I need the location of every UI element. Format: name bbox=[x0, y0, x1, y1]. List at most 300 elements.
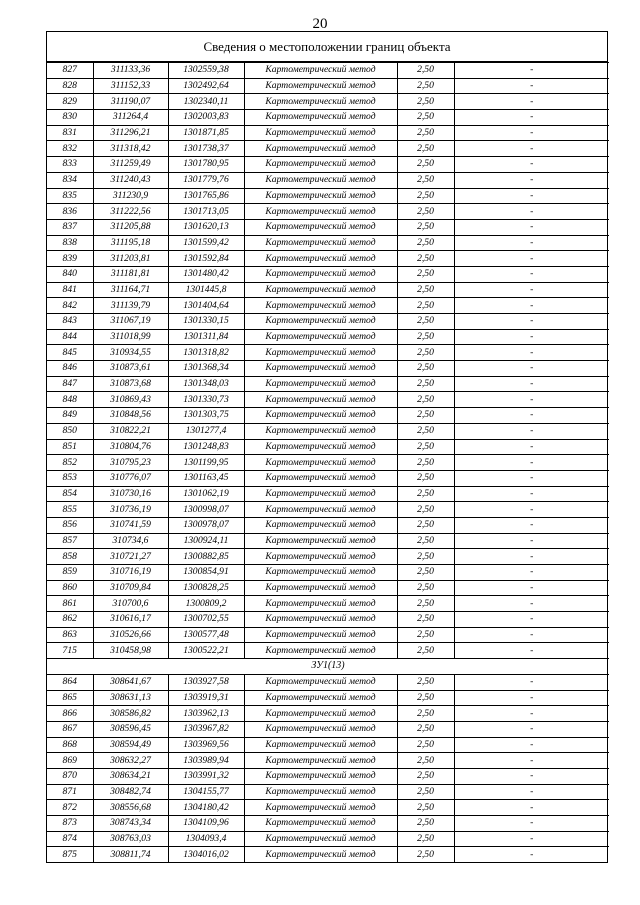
accuracy-cell: 2,50 bbox=[397, 63, 454, 79]
accuracy-cell: 2,50 bbox=[397, 298, 454, 314]
section-row bbox=[47, 659, 609, 675]
note-cell: - bbox=[454, 737, 609, 753]
note-cell: - bbox=[454, 78, 609, 94]
point-number-cell: 857 bbox=[47, 533, 93, 549]
table-row bbox=[47, 580, 609, 596]
accuracy-cell: 2,50 bbox=[397, 737, 454, 753]
table-row bbox=[47, 831, 609, 847]
method-cell: Картометрический метод bbox=[244, 157, 397, 173]
accuracy-cell: 2,50 bbox=[397, 784, 454, 800]
method-cell: Картометрический метод bbox=[244, 721, 397, 737]
note-cell: - bbox=[454, 439, 609, 455]
y-coordinate-cell: 1303919,31 bbox=[168, 690, 244, 706]
x-coordinate-cell: 308631,13 bbox=[93, 690, 168, 706]
accuracy-cell: 2,50 bbox=[397, 800, 454, 816]
table-row bbox=[47, 376, 609, 392]
method-cell: Картометрический метод bbox=[244, 816, 397, 832]
accuracy-cell: 2,50 bbox=[397, 392, 454, 408]
y-coordinate-cell: 1301765,86 bbox=[168, 188, 244, 204]
y-coordinate-cell: 1301713,05 bbox=[168, 204, 244, 220]
point-number-cell: 848 bbox=[47, 392, 93, 408]
accuracy-cell: 2,50 bbox=[397, 768, 454, 784]
accuracy-cell: 2,50 bbox=[397, 517, 454, 533]
point-number-cell: 842 bbox=[47, 298, 93, 314]
point-number-cell: 872 bbox=[47, 800, 93, 816]
x-coordinate-cell: 310616,17 bbox=[93, 612, 168, 628]
method-cell: Картометрический метод bbox=[244, 753, 397, 769]
point-number-cell: 864 bbox=[47, 674, 93, 690]
accuracy-cell: 2,50 bbox=[397, 549, 454, 565]
y-coordinate-cell: 1301620,13 bbox=[168, 219, 244, 235]
method-cell: Картометрический метод bbox=[244, 345, 397, 361]
y-coordinate-cell: 1304155,77 bbox=[168, 784, 244, 800]
x-coordinate-cell: 308594,49 bbox=[93, 737, 168, 753]
table-row bbox=[47, 721, 609, 737]
note-cell: - bbox=[454, 408, 609, 424]
x-coordinate-cell: 311133,36 bbox=[93, 63, 168, 79]
point-number-cell: 852 bbox=[47, 455, 93, 471]
y-coordinate-cell: 1303991,32 bbox=[168, 768, 244, 784]
accuracy-cell: 2,50 bbox=[397, 172, 454, 188]
x-coordinate-cell: 310822,21 bbox=[93, 423, 168, 439]
method-cell: Картометрический метод bbox=[244, 470, 397, 486]
point-number-cell: 855 bbox=[47, 502, 93, 518]
note-cell: - bbox=[454, 674, 609, 690]
note-cell: - bbox=[454, 502, 609, 518]
point-number-cell: 868 bbox=[47, 737, 93, 753]
y-coordinate-cell: 1300522,21 bbox=[168, 643, 244, 659]
accuracy-cell: 2,50 bbox=[397, 831, 454, 847]
coordinates-table bbox=[47, 62, 609, 862]
x-coordinate-cell: 310736,19 bbox=[93, 502, 168, 518]
x-coordinate-cell: 311164,71 bbox=[93, 282, 168, 298]
x-coordinate-cell: 308596,45 bbox=[93, 721, 168, 737]
x-coordinate-cell: 311259,49 bbox=[93, 157, 168, 173]
table-row bbox=[47, 251, 609, 267]
y-coordinate-cell: 1301303,75 bbox=[168, 408, 244, 424]
point-number-cell: 850 bbox=[47, 423, 93, 439]
table-row bbox=[47, 517, 609, 533]
point-number-cell: 831 bbox=[47, 125, 93, 141]
table-row bbox=[47, 800, 609, 816]
point-number-cell: 862 bbox=[47, 612, 93, 628]
table-row bbox=[47, 847, 609, 862]
note-cell: - bbox=[454, 753, 609, 769]
x-coordinate-cell: 311067,19 bbox=[93, 314, 168, 330]
y-coordinate-cell: 1301330,15 bbox=[168, 314, 244, 330]
accuracy-cell: 2,50 bbox=[397, 721, 454, 737]
accuracy-cell: 2,50 bbox=[397, 612, 454, 628]
note-cell: - bbox=[454, 172, 609, 188]
table-row bbox=[47, 157, 609, 173]
x-coordinate-cell: 310716,19 bbox=[93, 565, 168, 581]
x-coordinate-cell: 311181,81 bbox=[93, 266, 168, 282]
table-row bbox=[47, 643, 609, 659]
x-coordinate-cell: 310869,43 bbox=[93, 392, 168, 408]
note-cell: - bbox=[454, 235, 609, 251]
y-coordinate-cell: 1303967,82 bbox=[168, 721, 244, 737]
point-number-cell: 840 bbox=[47, 266, 93, 282]
y-coordinate-cell: 1302559,38 bbox=[168, 63, 244, 79]
point-number-cell: 856 bbox=[47, 517, 93, 533]
table-row bbox=[47, 235, 609, 251]
method-cell: Картометрический метод bbox=[244, 125, 397, 141]
note-cell: - bbox=[454, 219, 609, 235]
y-coordinate-cell: 1301368,34 bbox=[168, 361, 244, 377]
x-coordinate-cell: 311296,21 bbox=[93, 125, 168, 141]
table-row bbox=[47, 172, 609, 188]
note-cell: - bbox=[454, 345, 609, 361]
table-row bbox=[47, 784, 609, 800]
accuracy-cell: 2,50 bbox=[397, 816, 454, 832]
x-coordinate-cell: 310804,76 bbox=[93, 439, 168, 455]
accuracy-cell: 2,50 bbox=[397, 690, 454, 706]
point-number-cell: 843 bbox=[47, 314, 93, 330]
y-coordinate-cell: 1300577,48 bbox=[168, 627, 244, 643]
y-coordinate-cell: 1301480,42 bbox=[168, 266, 244, 282]
point-number-cell: 837 bbox=[47, 219, 93, 235]
note-cell: - bbox=[454, 157, 609, 173]
method-cell: Картометрический метод bbox=[244, 94, 397, 110]
point-number-cell: 849 bbox=[47, 408, 93, 424]
point-number-cell: 851 bbox=[47, 439, 93, 455]
accuracy-cell: 2,50 bbox=[397, 361, 454, 377]
x-coordinate-cell: 310934,55 bbox=[93, 345, 168, 361]
accuracy-cell: 2,50 bbox=[397, 78, 454, 94]
table-row bbox=[47, 78, 609, 94]
note-cell: - bbox=[454, 141, 609, 157]
x-coordinate-cell: 310458,98 bbox=[93, 643, 168, 659]
x-coordinate-cell: 310873,68 bbox=[93, 376, 168, 392]
y-coordinate-cell: 1300854,91 bbox=[168, 565, 244, 581]
accuracy-cell: 2,50 bbox=[397, 235, 454, 251]
y-coordinate-cell: 1302003,83 bbox=[168, 110, 244, 126]
accuracy-cell: 2,50 bbox=[397, 251, 454, 267]
table-row bbox=[47, 392, 609, 408]
x-coordinate-cell: 311139,79 bbox=[93, 298, 168, 314]
x-coordinate-cell: 308763,03 bbox=[93, 831, 168, 847]
method-cell: Картометрический метод bbox=[244, 251, 397, 267]
y-coordinate-cell: 1304109,96 bbox=[168, 816, 244, 832]
point-number-cell: 841 bbox=[47, 282, 93, 298]
method-cell: Картометрический метод bbox=[244, 768, 397, 784]
accuracy-cell: 2,50 bbox=[397, 674, 454, 690]
section-label: ЗУ1(13) bbox=[47, 659, 609, 675]
method-cell: Картометрический метод bbox=[244, 172, 397, 188]
accuracy-cell: 2,50 bbox=[397, 423, 454, 439]
point-number-cell: 829 bbox=[47, 94, 93, 110]
accuracy-cell: 2,50 bbox=[397, 329, 454, 345]
page-number: 20 bbox=[312, 16, 328, 32]
point-number-cell: 869 bbox=[47, 753, 93, 769]
x-coordinate-cell: 311240,43 bbox=[93, 172, 168, 188]
table-row bbox=[47, 282, 609, 298]
note-cell: - bbox=[454, 486, 609, 502]
accuracy-cell: 2,50 bbox=[397, 204, 454, 220]
accuracy-cell: 2,50 bbox=[397, 282, 454, 298]
method-cell: Картометрический метод bbox=[244, 408, 397, 424]
table-row bbox=[47, 486, 609, 502]
accuracy-cell: 2,50 bbox=[397, 157, 454, 173]
x-coordinate-cell: 311190,07 bbox=[93, 94, 168, 110]
point-number-cell: 858 bbox=[47, 549, 93, 565]
y-coordinate-cell: 1304180,42 bbox=[168, 800, 244, 816]
x-coordinate-cell: 311264,4 bbox=[93, 110, 168, 126]
note-cell: - bbox=[454, 643, 609, 659]
y-coordinate-cell: 1301318,82 bbox=[168, 345, 244, 361]
table-row bbox=[47, 612, 609, 628]
table-row bbox=[47, 533, 609, 549]
point-number-cell: 834 bbox=[47, 172, 93, 188]
point-number-cell: 873 bbox=[47, 816, 93, 832]
note-cell: - bbox=[454, 204, 609, 220]
point-number-cell: 861 bbox=[47, 596, 93, 612]
y-coordinate-cell: 1301599,42 bbox=[168, 235, 244, 251]
accuracy-cell: 2,50 bbox=[397, 125, 454, 141]
accuracy-cell: 2,50 bbox=[397, 266, 454, 282]
table-row bbox=[47, 627, 609, 643]
method-cell: Картометрический метод bbox=[244, 831, 397, 847]
note-cell: - bbox=[454, 361, 609, 377]
method-cell: Картометрический метод bbox=[244, 627, 397, 643]
table-row bbox=[47, 94, 609, 110]
y-coordinate-cell: 1300809,2 bbox=[168, 596, 244, 612]
point-number-cell: 846 bbox=[47, 361, 93, 377]
y-coordinate-cell: 1303927,58 bbox=[168, 674, 244, 690]
table-row bbox=[47, 674, 609, 690]
accuracy-cell: 2,50 bbox=[397, 219, 454, 235]
table-row bbox=[47, 549, 609, 565]
method-cell: Картометрический метод bbox=[244, 533, 397, 549]
method-cell: Картометрический метод bbox=[244, 141, 397, 157]
x-coordinate-cell: 311205,88 bbox=[93, 219, 168, 235]
y-coordinate-cell: 1301311,84 bbox=[168, 329, 244, 345]
x-coordinate-cell: 310709,84 bbox=[93, 580, 168, 596]
method-cell: Картометрический метод bbox=[244, 690, 397, 706]
x-coordinate-cell: 311318,42 bbox=[93, 141, 168, 157]
table-row bbox=[47, 63, 609, 79]
point-number-cell: 847 bbox=[47, 376, 93, 392]
y-coordinate-cell: 1301199,95 bbox=[168, 455, 244, 471]
note-cell: - bbox=[454, 721, 609, 737]
accuracy-cell: 2,50 bbox=[397, 376, 454, 392]
note-cell: - bbox=[454, 282, 609, 298]
accuracy-cell: 2,50 bbox=[397, 408, 454, 424]
point-number-cell: 839 bbox=[47, 251, 93, 267]
accuracy-cell: 2,50 bbox=[397, 314, 454, 330]
note-cell: - bbox=[454, 266, 609, 282]
note-cell: - bbox=[454, 816, 609, 832]
y-coordinate-cell: 1303962,13 bbox=[168, 706, 244, 722]
point-number-cell: 828 bbox=[47, 78, 93, 94]
x-coordinate-cell: 308634,21 bbox=[93, 768, 168, 784]
method-cell: Картометрический метод bbox=[244, 361, 397, 377]
note-cell: - bbox=[454, 690, 609, 706]
table-row bbox=[47, 502, 609, 518]
point-number-cell: 874 bbox=[47, 831, 93, 847]
note-cell: - bbox=[454, 768, 609, 784]
table-row bbox=[47, 455, 609, 471]
point-number-cell: 867 bbox=[47, 721, 93, 737]
table-row bbox=[47, 345, 609, 361]
y-coordinate-cell: 1304093,4 bbox=[168, 831, 244, 847]
point-number-cell: 863 bbox=[47, 627, 93, 643]
table-row bbox=[47, 439, 609, 455]
method-cell: Картометрический метод bbox=[244, 737, 397, 753]
note-cell: - bbox=[454, 455, 609, 471]
y-coordinate-cell: 1300702,55 bbox=[168, 612, 244, 628]
method-cell: Картометрический метод bbox=[244, 392, 397, 408]
y-coordinate-cell: 1304016,02 bbox=[168, 847, 244, 862]
method-cell: Картометрический метод bbox=[244, 78, 397, 94]
x-coordinate-cell: 310730,16 bbox=[93, 486, 168, 502]
method-cell: Картометрический метод bbox=[244, 188, 397, 204]
note-cell: - bbox=[454, 63, 609, 79]
table-row bbox=[47, 408, 609, 424]
y-coordinate-cell: 1301277,4 bbox=[168, 423, 244, 439]
sheet-title: Сведения о местоположении границ объекта bbox=[47, 32, 607, 62]
table-row bbox=[47, 298, 609, 314]
table-row bbox=[47, 266, 609, 282]
method-cell: Картометрический метод bbox=[244, 455, 397, 471]
point-number-cell: 871 bbox=[47, 784, 93, 800]
method-cell: Картометрический метод bbox=[244, 282, 397, 298]
table-row bbox=[47, 596, 609, 612]
accuracy-cell: 2,50 bbox=[397, 141, 454, 157]
method-cell: Картометрический метод bbox=[244, 596, 397, 612]
note-cell: - bbox=[454, 188, 609, 204]
x-coordinate-cell: 311195,18 bbox=[93, 235, 168, 251]
method-cell: Картометрический метод bbox=[244, 612, 397, 628]
y-coordinate-cell: 1300924,11 bbox=[168, 533, 244, 549]
note-cell: - bbox=[454, 612, 609, 628]
x-coordinate-cell: 308632,27 bbox=[93, 753, 168, 769]
accuracy-cell: 2,50 bbox=[397, 580, 454, 596]
y-coordinate-cell: 1303969,56 bbox=[168, 737, 244, 753]
point-number-cell: 865 bbox=[47, 690, 93, 706]
accuracy-cell: 2,50 bbox=[397, 345, 454, 361]
x-coordinate-cell: 308556,68 bbox=[93, 800, 168, 816]
table-row bbox=[47, 110, 609, 126]
x-coordinate-cell: 311230,9 bbox=[93, 188, 168, 204]
method-cell: Картометрический метод bbox=[244, 298, 397, 314]
accuracy-cell: 2,50 bbox=[397, 533, 454, 549]
note-cell: - bbox=[454, 251, 609, 267]
point-number-cell: 845 bbox=[47, 345, 93, 361]
point-number-cell: 832 bbox=[47, 141, 93, 157]
note-cell: - bbox=[454, 565, 609, 581]
y-coordinate-cell: 1301445,8 bbox=[168, 282, 244, 298]
method-cell: Картометрический метод bbox=[244, 439, 397, 455]
note-cell: - bbox=[454, 517, 609, 533]
method-cell: Картометрический метод bbox=[244, 486, 397, 502]
note-cell: - bbox=[454, 706, 609, 722]
method-cell: Картометрический метод bbox=[244, 549, 397, 565]
method-cell: Картометрический метод bbox=[244, 784, 397, 800]
note-cell: - bbox=[454, 423, 609, 439]
note-cell: - bbox=[454, 94, 609, 110]
accuracy-cell: 2,50 bbox=[397, 502, 454, 518]
x-coordinate-cell: 310526,66 bbox=[93, 627, 168, 643]
x-coordinate-cell: 308743,34 bbox=[93, 816, 168, 832]
method-cell: Картометрический метод bbox=[244, 235, 397, 251]
accuracy-cell: 2,50 bbox=[397, 110, 454, 126]
table-row bbox=[47, 219, 609, 235]
accuracy-cell: 2,50 bbox=[397, 643, 454, 659]
accuracy-cell: 2,50 bbox=[397, 596, 454, 612]
table-row bbox=[47, 737, 609, 753]
note-cell: - bbox=[454, 784, 609, 800]
point-number-cell: 836 bbox=[47, 204, 93, 220]
note-cell: - bbox=[454, 847, 609, 862]
x-coordinate-cell: 310848,56 bbox=[93, 408, 168, 424]
method-cell: Картометрический метод bbox=[244, 517, 397, 533]
point-number-cell: 830 bbox=[47, 110, 93, 126]
method-cell: Картометрический метод bbox=[244, 376, 397, 392]
table-row bbox=[47, 204, 609, 220]
note-cell: - bbox=[454, 392, 609, 408]
point-number-cell: 854 bbox=[47, 486, 93, 502]
x-coordinate-cell: 308641,67 bbox=[93, 674, 168, 690]
point-number-cell: 833 bbox=[47, 157, 93, 173]
table-row bbox=[47, 706, 609, 722]
x-coordinate-cell: 308811,74 bbox=[93, 847, 168, 862]
y-coordinate-cell: 1303989,94 bbox=[168, 753, 244, 769]
accuracy-cell: 2,50 bbox=[397, 455, 454, 471]
x-coordinate-cell: 310700,6 bbox=[93, 596, 168, 612]
y-coordinate-cell: 1302492,64 bbox=[168, 78, 244, 94]
y-coordinate-cell: 1300978,07 bbox=[168, 517, 244, 533]
y-coordinate-cell: 1301330,73 bbox=[168, 392, 244, 408]
x-coordinate-cell: 311152,33 bbox=[93, 78, 168, 94]
method-cell: Картометрический метод bbox=[244, 219, 397, 235]
point-number-cell: 827 bbox=[47, 63, 93, 79]
y-coordinate-cell: 1301348,03 bbox=[168, 376, 244, 392]
x-coordinate-cell: 311203,81 bbox=[93, 251, 168, 267]
method-cell: Картометрический метод bbox=[244, 643, 397, 659]
point-number-cell: 715 bbox=[47, 643, 93, 659]
point-number-cell: 866 bbox=[47, 706, 93, 722]
note-cell: - bbox=[454, 329, 609, 345]
method-cell: Картометрический метод bbox=[244, 847, 397, 862]
note-cell: - bbox=[454, 596, 609, 612]
accuracy-cell: 2,50 bbox=[397, 847, 454, 862]
point-number-cell: 860 bbox=[47, 580, 93, 596]
note-cell: - bbox=[454, 580, 609, 596]
accuracy-cell: 2,50 bbox=[397, 706, 454, 722]
method-cell: Картометрический метод bbox=[244, 266, 397, 282]
y-coordinate-cell: 1301404,64 bbox=[168, 298, 244, 314]
accuracy-cell: 2,50 bbox=[397, 486, 454, 502]
x-coordinate-cell: 311222,56 bbox=[93, 204, 168, 220]
y-coordinate-cell: 1301871,85 bbox=[168, 125, 244, 141]
point-number-cell: 859 bbox=[47, 565, 93, 581]
coordinates-table-body bbox=[47, 63, 609, 863]
x-coordinate-cell: 311018,99 bbox=[93, 329, 168, 345]
accuracy-cell: 2,50 bbox=[397, 439, 454, 455]
accuracy-cell: 2,50 bbox=[397, 565, 454, 581]
point-number-cell: 835 bbox=[47, 188, 93, 204]
y-coordinate-cell: 1301779,76 bbox=[168, 172, 244, 188]
note-cell: - bbox=[454, 533, 609, 549]
accuracy-cell: 2,50 bbox=[397, 753, 454, 769]
x-coordinate-cell: 310795,23 bbox=[93, 455, 168, 471]
table-row bbox=[47, 141, 609, 157]
table-row bbox=[47, 690, 609, 706]
accuracy-cell: 2,50 bbox=[397, 94, 454, 110]
note-cell: - bbox=[454, 831, 609, 847]
table-row bbox=[47, 329, 609, 345]
